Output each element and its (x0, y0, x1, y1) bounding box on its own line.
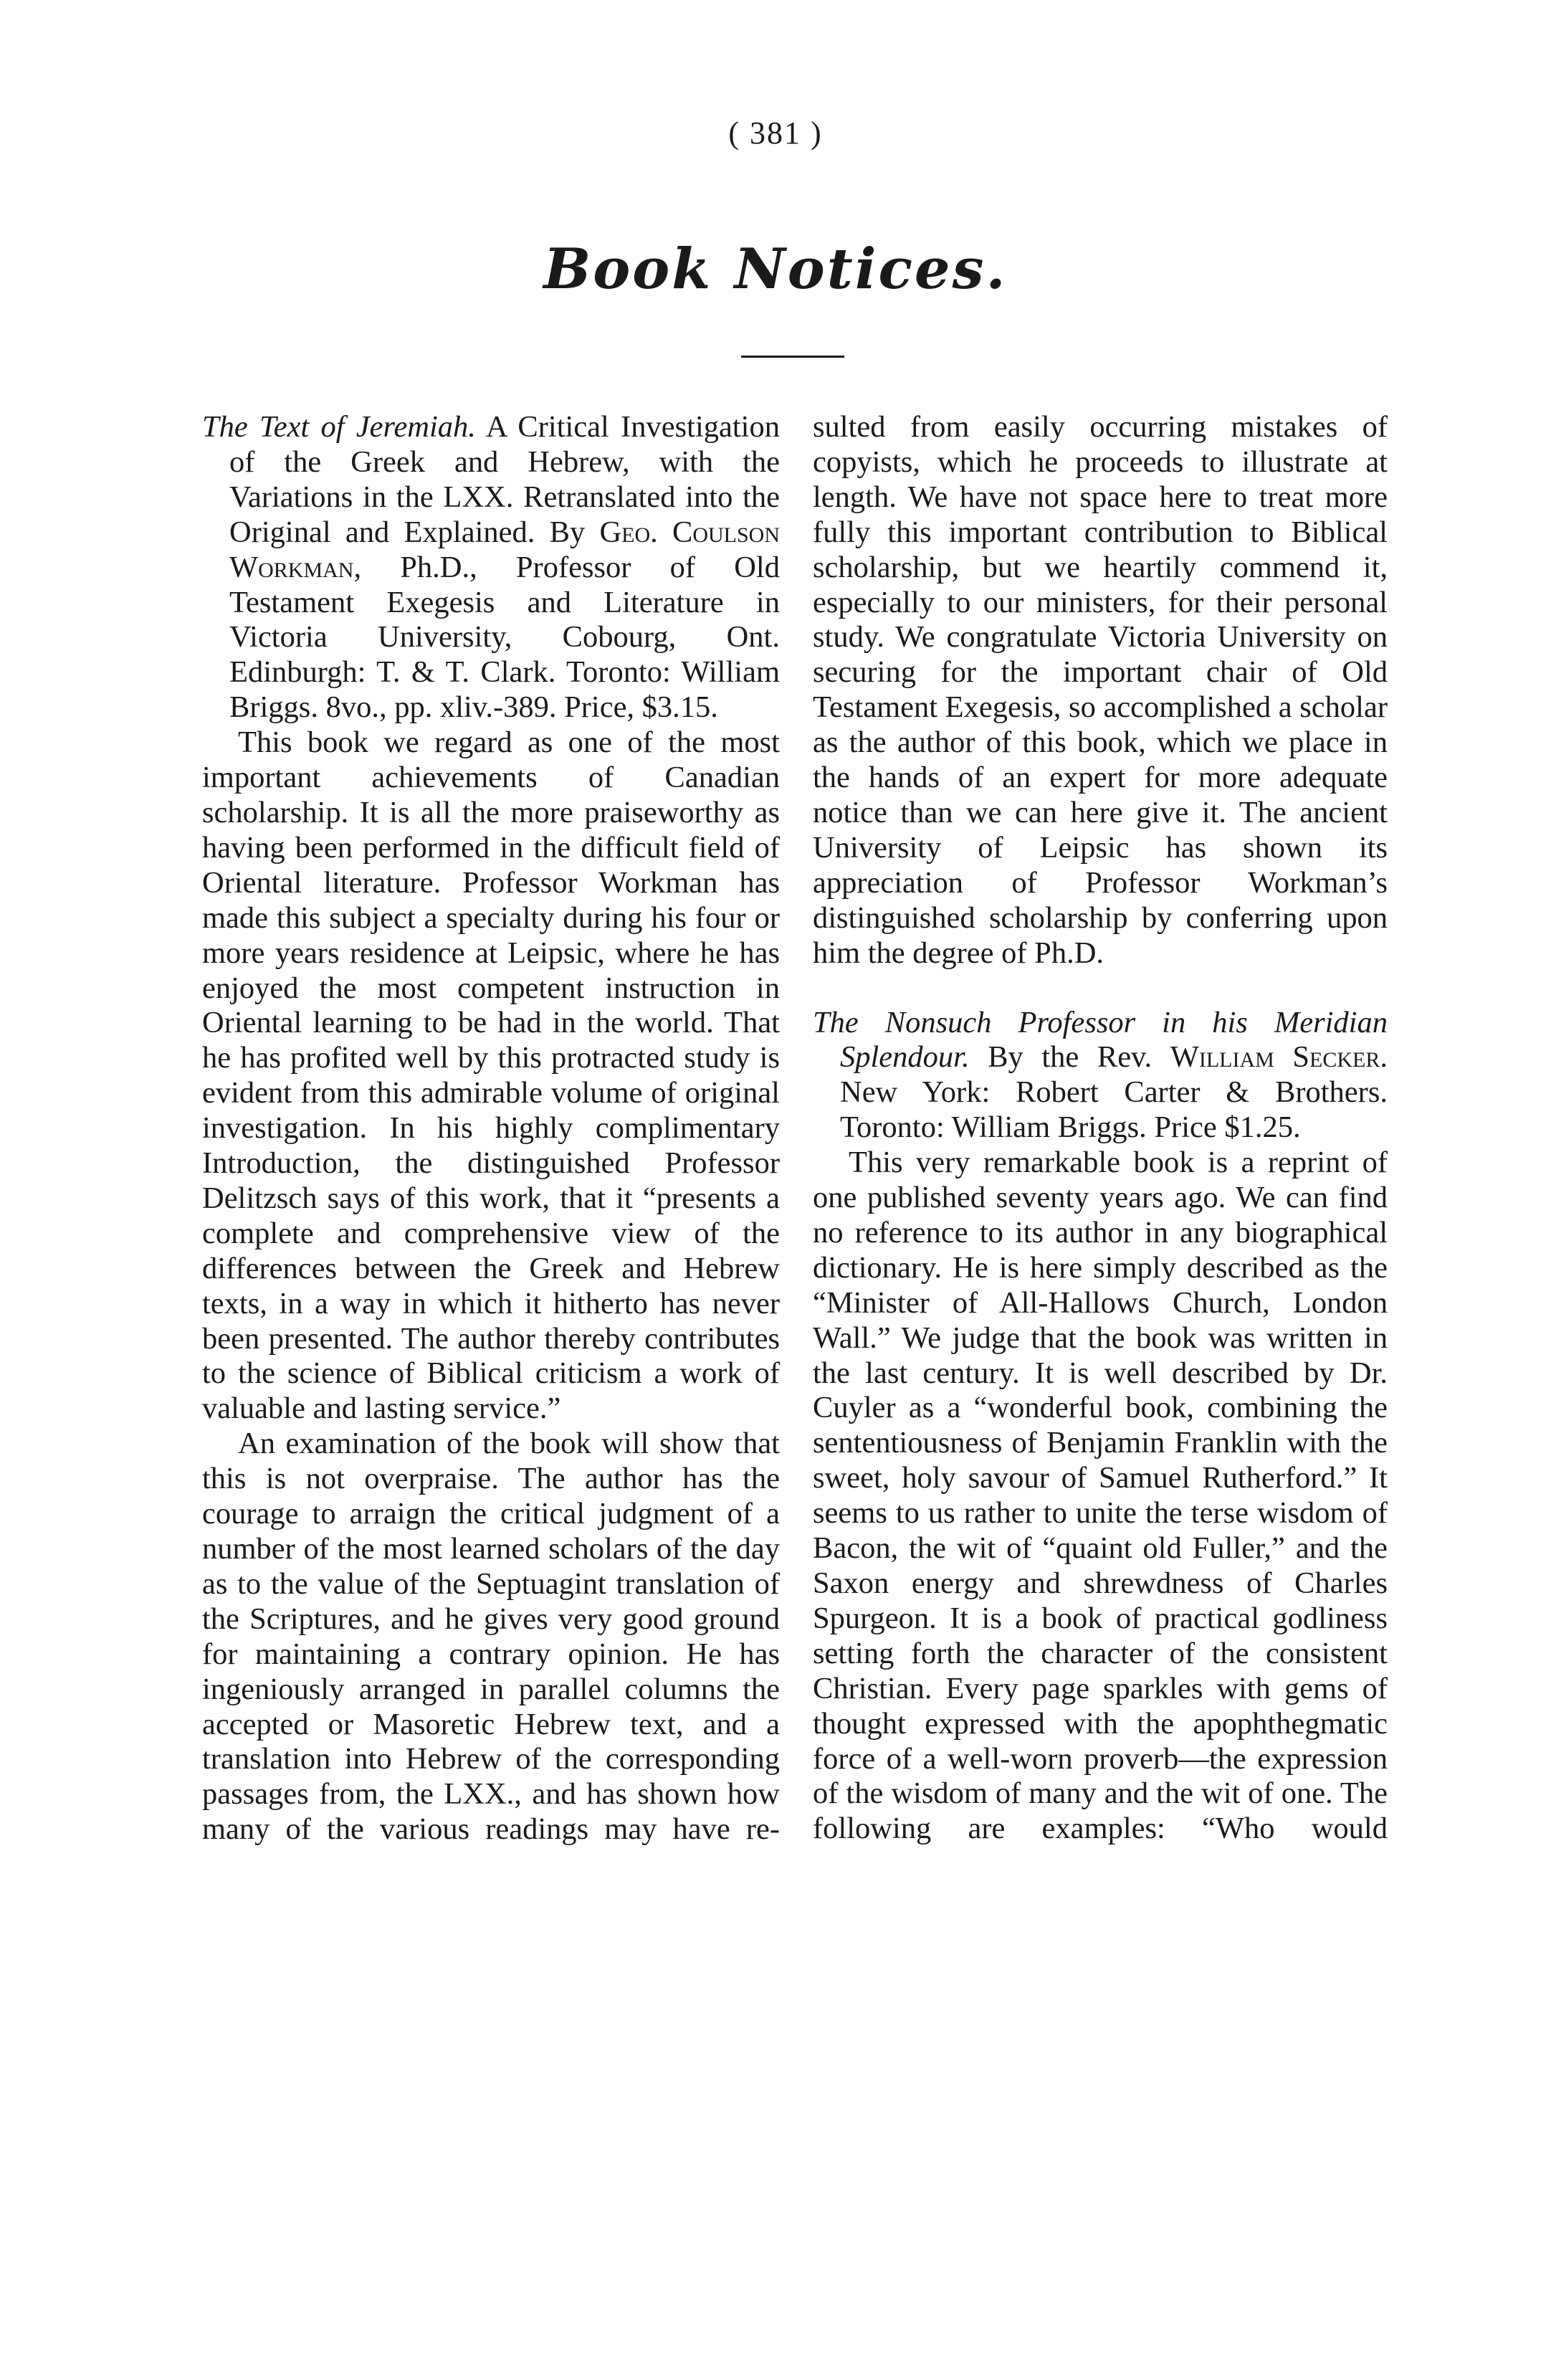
review-2-byline: By the Rev. (969, 1040, 1170, 1075)
review-2-paragraph-1: This very remarkable book is a reprint of one published seventy years ago. We can find no reference to its author in any biographical dictionary. He is here simply described as the “Minister of All-Hallows Church, London Wall.” We judge that the book was written in the last century. It is well described by Dr. Cuyler as a “wonderful book, combining the sententiousness of Benjamin Franklin with the sweet, holy savour of Samuel Rutherford.” It seems to us rather to unite the terse wisdom of Bacon, the wit of “quaint old Fuller,” and the Saxon energy and shrewdness of Charles Spurgeon. It is a book of practical godliness setting forth the character of the consistent Christian. Every page sparkles with gems of thought expressed with the apophthegmatic force of a well-worn proverb—the expression of the wisdom of many and the wit of one. The following are examples: “Who would (813, 1146, 1388, 1846)
page-number: ( 381 ) (728, 115, 823, 151)
review-1-subtitle: A Critical Investigation of the Greek and Hebrew, with the Variations in the LXX. Retranslated into the Original and Explained. By (229, 410, 780, 549)
heading-rule (741, 356, 844, 358)
review-1-title: The Text of Jeremiah. (202, 410, 476, 444)
review-2-author: William Secker (1170, 1040, 1380, 1075)
review-1-paragraph-2-continued: sulted from easily occurring mistakes of copyists, which he proceeds to illustrate at length. We have not space here to treat more fully this important contribution to Biblical scholarship, but we heartily commend it, especially to our ministers, for their personal study. We congratulate Victoria University on securing for the important chair of Old Testament Exegesis, so accomplished a scholar as the author of this book, which we place in the hands of an expert for more adequate notice than we can here give it. The ancient University of Leipsic has shown its appreciation of Professor Workman’s distinguished scholarship by conferring upon him the degree of Ph.D. (813, 410, 1388, 970)
review-1-author: Geo. Coulson Workman (229, 515, 780, 584)
right-column (813, 410, 1388, 1847)
review-1-citation (202, 410, 780, 725)
review-2-title: The Nonsuch Professor in his Meridian Splendour. (813, 1005, 1388, 1075)
review-1-publication-details: , Ph.D., Professor of Old Testament Exegesis and Literature in Victoria University, Cobourg, Ont. Edinburgh: T. & T. Clark. Toronto: William Briggs. 8vo., pp. xliv.-389. Price, $3.15. (229, 550, 780, 725)
review-1-paragraph-2: An examination of the book will show that this is not overpraise. The author has the courage to arraign the critical judgment of a number of the most learned scholars of the day as to the value of the Septuagint translation of the Scriptures, and he gives very good ground for maintaining a contrary opinion. He has ingeniously arranged in parallel columns the accepted or Masoretic Hebrew text, and a translation into Hebrew of the corresponding passages from, the LXX., and has shown how many of the various readings may have re- (202, 1427, 780, 1847)
review-1-paragraph-1: This book we regard as one of the most important achievements of Canadian scholarship. It is all the more praiseworthy as having been performed in the difficult field of Oriental literature. Professor Workman has made this subject a specialty during his four or more years residence at Leipsic, where he has enjoyed the most competent instruction in Oriental learning to be had in the world. That he has profited well by this protracted study is evident from this admirable volume of original investigation. In his highly complimentary Introduction, the distinguished Professor Delitzsch says of this work, that it “presents a complete and comprehensive view of the differences between the Greek and Hebrew texts, in a way in which it hitherto has never been presented. The author thereby contributes to the science of Biblical criticism a work of valuable and lasting service.” (202, 725, 780, 1426)
left-column (202, 410, 780, 1847)
review-2-citation (813, 1006, 1388, 1146)
review-2-publication-details: . New York: Robert Carter & Brothers. Toronto: William Briggs. Price $1.25. (840, 1040, 1388, 1145)
section-heading: Book Notices. (543, 237, 1008, 302)
